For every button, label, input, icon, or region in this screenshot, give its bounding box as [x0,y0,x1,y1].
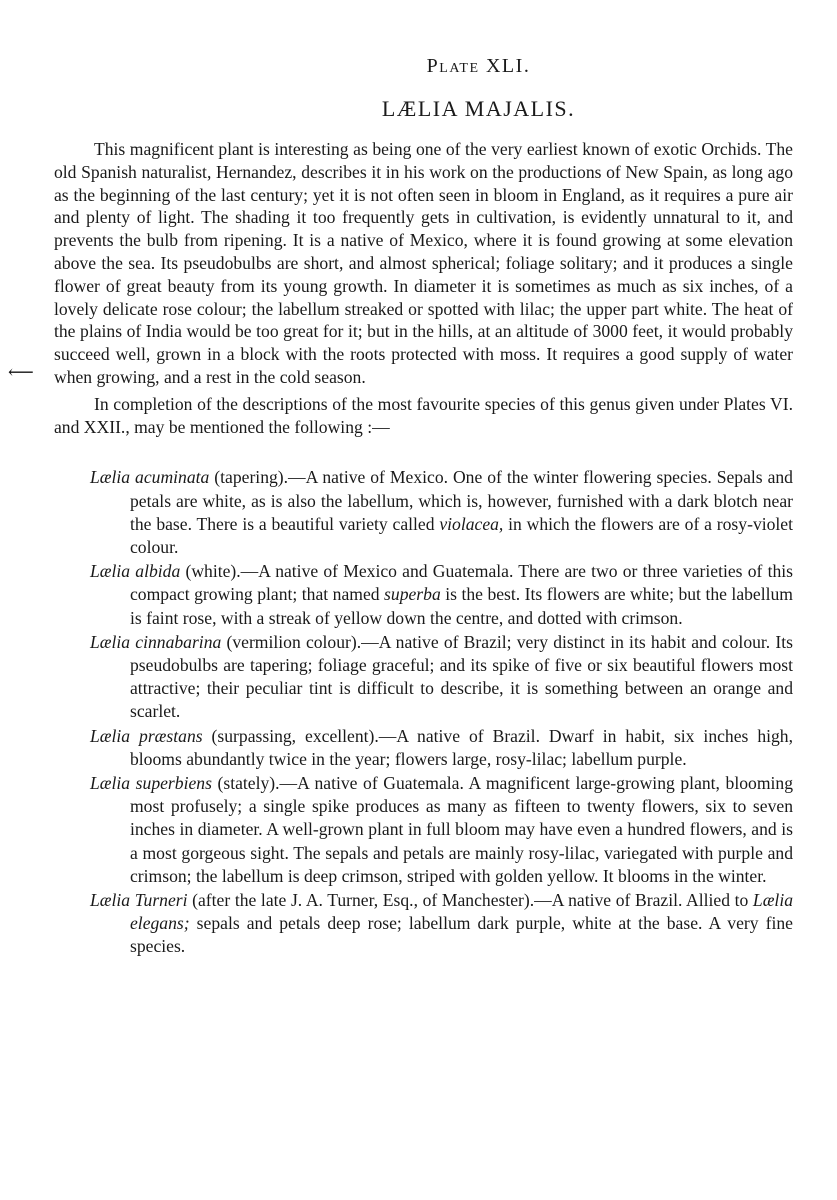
species-description-end: in which the flowers are of a rosy-violet colour. [130,513,794,557]
species-variety: violacea, [439,513,504,534]
species-description: (after the late J. A. Turner, Esq., of Manchester).—A native of Brazil. Allied to [187,890,753,911]
page-title: LÆLIA MAJALIS. [381,96,576,121]
species-description: (tapering).—A native of Mexico. One of the winter flowering species. Sepals and petals are white, as is also the labellum, which is, however, furnished with a dark blotch near the base. There is a beautiful variety called [130,467,793,534]
species-description-end: sepals and petals deep rose; labellum dark purple, white at the base. A very fine species. [130,913,793,957]
species-variety: Lælia elegans; [130,890,793,934]
species-description: (stately).—A native of Guatemala. A magnificent large-growing plant, blooming most profusely; a single spike produces as many as fifteen to twenty flowers, six to seven inches in diameter. A well-grown plant in full bloom may have even a hundred flowers, and is a most gorgeous sight. The sepals and petals are mainly rosy-lilac, variegated with purple and crimson; the labellum is deep crimson, striped with golden yellow. It blooms in the winter. [130,773,793,886]
species-description: (vermilion colour).—A native of Brazil; very distinct in its habit and colour. Its pseudobulbs are tapering; foliage graceful; and its spike of five or six beautiful flowers most attractive; their peculiar tint is difficult to describe, it is something between an orange and scarlet. [130,631,793,722]
species-description: (white).—A native of Mexico and Guatemala. There are two or three varieties of this compact growing plant; that named [130,561,793,605]
species-entry [54,560,793,630]
species-entry [54,631,793,724]
species-list [54,466,793,958]
species-entry [54,772,793,888]
species-name: Lælia cinnabarina [90,631,222,652]
intro-paragraph: This magnificent plant is interesting as being one of the very earliest known of exotic Orchids. The old Spanish naturalist, Hernandez, describes it in his work on the productions of New Spain, as long ago as the beginning of the last century; yet it is not often seen in bloom in England, as it requires a pure air and plenty of light. The shading it too frequently gets in cultivation, is evidently unnatural to it, and prevents the bulb from ripening. It is a native of Mexico, where it is found growing at some elevation above the sea. Its pseudobulbs are short, and almost spherical; foliage solitary; and it produces a single flower of great beauty from its young growth. In diameter it is sometimes as much as six inches, of a lovely delicate rose colour; the labellum streaked or spotted with lilac; the upper part white. The heat of the plains of India would be too great for it; but in the hills, at an altitude of 3000 feet, it would probably succeed well, grown in a block with the roots protected with moss. It requires a good supply of water when growing, and a rest in the cold season. [54,139,793,387]
species-name: Lælia Turneri [90,890,188,911]
species-entry [54,466,793,559]
species-description: (surpassing, excellent).—A native of Brazil. Dwarf in habit, six inches high, blooms abundantly twice in the year; flowers large, rosy-lilac; labellum purple. [130,725,793,769]
transition-paragraph: In completion of the descriptions of the most favourite species of this genus given under Plates VI. and XXII., may be mentioned the following :— [54,393,793,437]
species-description-end: is the best. Its flowers are white; but the labellum is faint rose, with a streak of yellow down the centre, and dotted with crimson. [130,584,793,628]
margin-arrow-mark: ⟵ [8,362,34,383]
species-variety: superba [384,584,441,605]
species-name: Lælia acuminata [90,467,210,488]
species-name: Lælia præstans [90,725,203,746]
species-name: Lælia superbiens [90,773,212,793]
plate-number: Plate XLI. [426,55,531,77]
species-name: Lælia albida [90,561,181,582]
species-entry [54,889,793,959]
species-entry [54,725,793,771]
